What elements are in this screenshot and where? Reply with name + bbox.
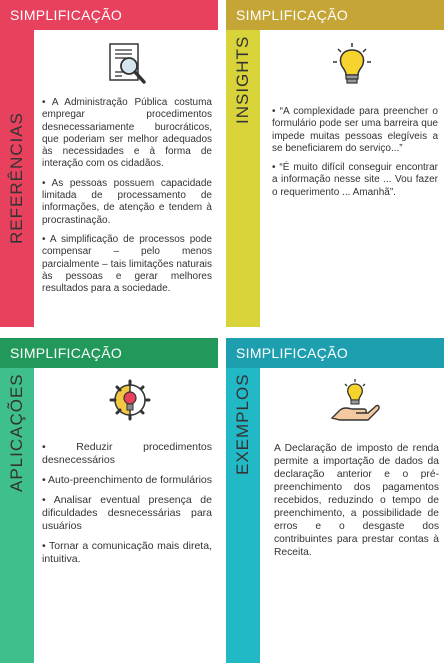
- paragraph: A Declaração de imposto de renda permite a importação de dados da declaração anterior e o pré-preenchimento dos pagamentos recebidos, reduzindo o tempo de preenchimento, a possibilidade de erros e o desgaste dos contribuintes para prestar contas à Receita.: [274, 443, 439, 558]
- side-label: [226, 368, 260, 480]
- paragraph: • Reduzir procedimentos desnecessários: [42, 441, 212, 466]
- card-insights: [226, 0, 444, 327]
- card-header: SIMPLIFICAÇÃO: [0, 338, 218, 368]
- card-referencias: [0, 0, 218, 327]
- paragraph: • Auto-preenchimento de formulários: [42, 474, 213, 486]
- card-body: [272, 106, 438, 206]
- document-magnifier-icon: [104, 42, 150, 95]
- paragraph: • As pessoas possuem capacidade limitada de processamento de informações, de atenção e tendem à procrastinação.: [42, 177, 212, 226]
- paragraph: • A Administração Pública costuma empregar procedimentos desnecessariamente burocráticos, que poderiam ser melhor adequados às necessidades e à forma de interação com os cidadãos.: [42, 97, 212, 170]
- side-label-text: EXEMPLOS: [233, 373, 252, 475]
- lightbulb-icon: [332, 42, 372, 93]
- side-label-text: APLICAÇÕES: [7, 373, 26, 493]
- card-header: SIMPLIFICAÇÃO: [0, 0, 218, 30]
- side-label: [0, 368, 34, 498]
- hand-bulb-icon: [330, 378, 380, 429]
- card-exemplos: [226, 338, 444, 663]
- side-label: REFERÊNCIAS: [7, 112, 26, 245]
- card-header: SIMPLIFICAÇÃO: [226, 338, 444, 368]
- card-aplicacoes: [0, 338, 218, 663]
- card-body: [274, 442, 439, 566]
- side-label-text: INSIGHTS: [233, 35, 252, 125]
- paragraph: • “A complexidade para preencher o formulário pode ser uma barreira que impede muitas pessoas elegíveis a se beneficiarem do serviço...”: [272, 106, 438, 154]
- card-body: [42, 97, 212, 302]
- gear-bulb-icon: [108, 379, 152, 426]
- paragraph: • Tornar a comunicação mais direta, intuitiva.: [42, 540, 212, 565]
- paragraph: • A simplificação de processos pode compensar – pelo menos parcialmente – tais limitações naturais às pessoas e gerar melhores resultados para a sociedade.: [42, 233, 212, 295]
- side-label: [226, 30, 260, 130]
- paragraph: • “É muito difícil conseguir encontrar a informação nesse site ... Vou fazer o requerimento ... Amanhã”.: [272, 162, 438, 198]
- card-header: SIMPLIFICAÇÃO: [226, 0, 444, 30]
- card-body: [42, 441, 212, 573]
- paragraph: • Analisar eventual presença de dificuldades desnecessárias para usuários: [42, 494, 212, 532]
